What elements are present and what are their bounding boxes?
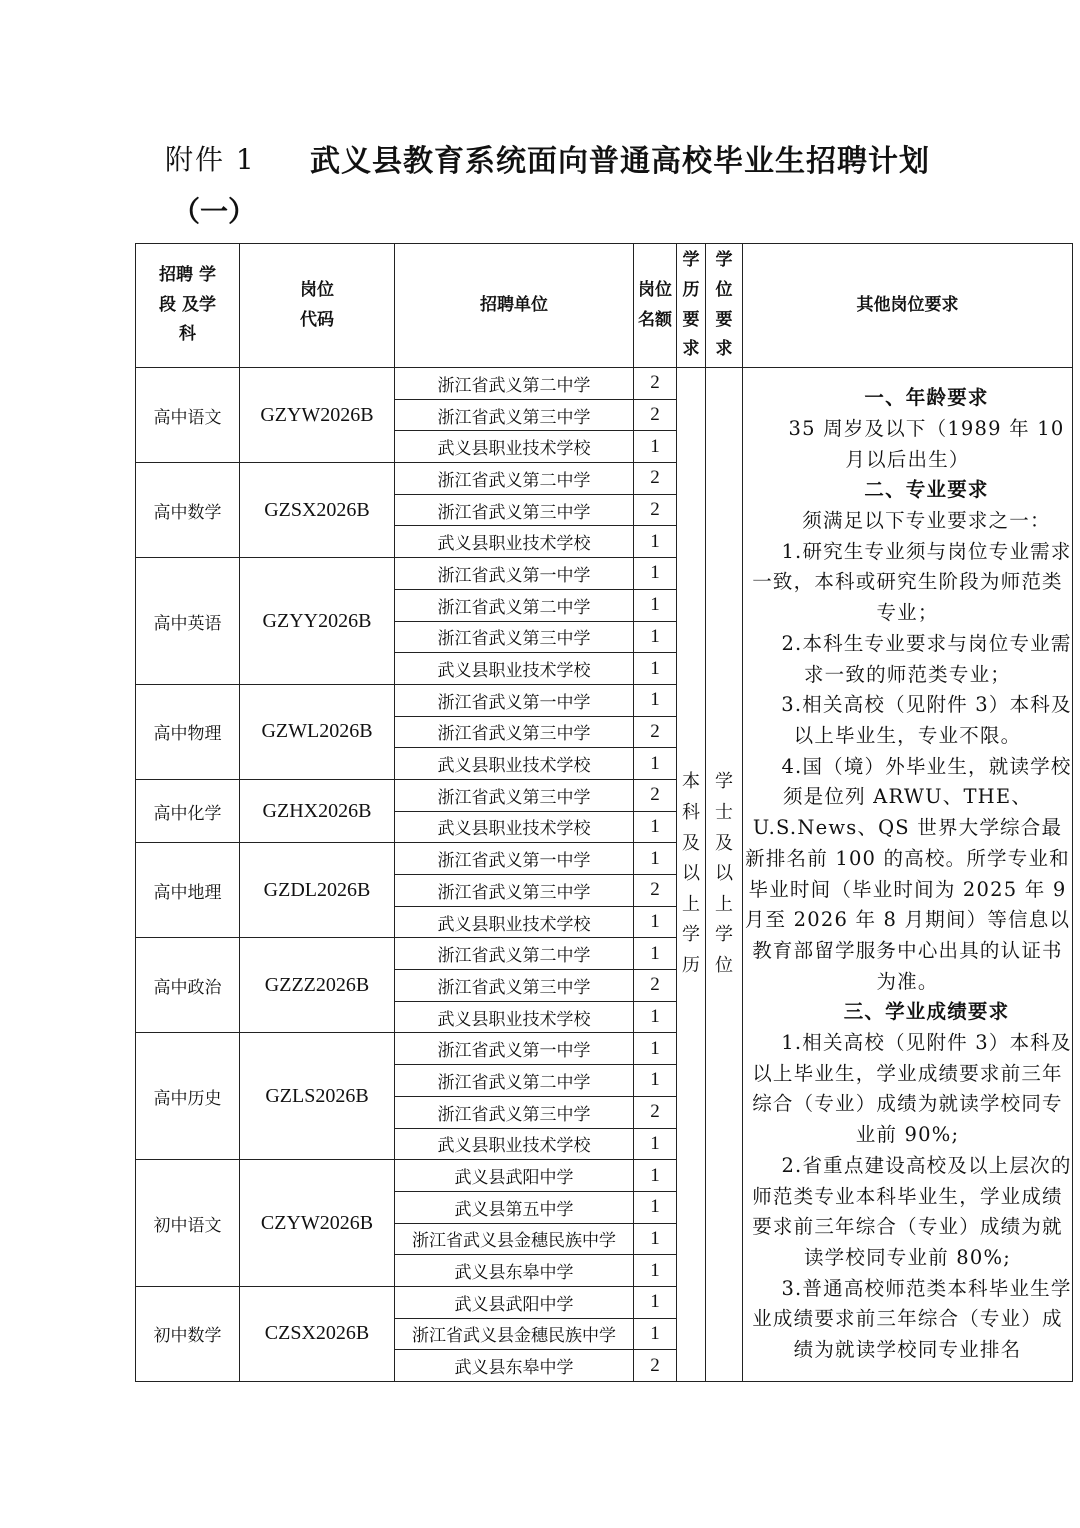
table-header-row <box>136 244 1073 368</box>
subject-cell: 高中历史 <box>136 1033 240 1160</box>
quota-cell: 2 <box>634 463 677 495</box>
unit-cell: 武义县东皋中学 <box>395 1255 634 1287</box>
unit-cell: 武义县职业技术学校 <box>395 526 634 558</box>
requirement-heading: 二、专业要求 <box>864 478 989 502</box>
position-code-cell: GZWL2026B <box>240 684 395 779</box>
quota-cell: 1 <box>634 1318 677 1350</box>
unit-cell: 浙江省武义第三中学 <box>395 779 634 811</box>
unit-cell: 浙江省武义第一中学 <box>395 1033 634 1065</box>
quota-cell: 2 <box>634 494 677 526</box>
quota-cell: 1 <box>634 1286 677 1318</box>
header-degree: 学位要求 <box>706 244 743 368</box>
header-quota: 岗位名额 <box>634 244 677 368</box>
quota-cell: 2 <box>634 779 677 811</box>
subject-cell: 高中政治 <box>136 938 240 1033</box>
requirement-paragraph: 须满足以下专业要求之一： <box>802 509 1051 533</box>
unit-cell: 浙江省武义第二中学 <box>395 938 634 970</box>
position-code-cell: GZSX2026B <box>240 463 395 558</box>
unit-cell: 武义县职业技术学校 <box>395 1001 634 1033</box>
unit-cell: 浙江省武义县金穗民族中学 <box>395 1318 634 1350</box>
header-subject: 招聘 学段 及学科 <box>136 244 240 368</box>
unit-cell: 浙江省武义第一中学 <box>395 684 634 716</box>
unit-cell: 浙江省武义第三中学 <box>395 494 634 526</box>
position-code-cell: GZDL2026B <box>240 843 395 938</box>
table-body <box>136 368 1073 1382</box>
unit-cell: 浙江省武义第一中学 <box>395 558 634 590</box>
degree-requirement-cell: 学士及以上学位 <box>706 368 743 1382</box>
quota-cell: 2 <box>634 970 677 1002</box>
quota-cell: 2 <box>634 399 677 431</box>
quota-cell: 1 <box>634 431 677 463</box>
page-header <box>0 0 1080 240</box>
quota-cell: 2 <box>634 368 677 400</box>
unit-cell: 浙江省武义第三中学 <box>395 399 634 431</box>
quota-cell: 2 <box>634 875 677 907</box>
unit-cell: 浙江省武义第二中学 <box>395 463 634 495</box>
quota-cell: 1 <box>634 1001 677 1033</box>
quota-cell: 1 <box>634 811 677 843</box>
unit-cell: 浙江省武义第一中学 <box>395 843 634 875</box>
unit-cell: 浙江省武义第二中学 <box>395 1065 634 1097</box>
quota-cell: 1 <box>634 526 677 558</box>
quota-cell: 1 <box>634 1033 677 1065</box>
quota-cell: 2 <box>634 1350 677 1382</box>
requirement-paragraph: 2.本科生专业要求与岗位专业需求一致的师范类专业； <box>781 631 1072 686</box>
position-code-cell: GZHX2026B <box>240 779 395 842</box>
unit-cell: 武义县职业技术学校 <box>395 811 634 843</box>
quota-cell: 1 <box>634 1191 677 1223</box>
unit-cell: 武义县职业技术学校 <box>395 653 634 685</box>
subject-cell: 高中地理 <box>136 843 240 938</box>
quota-cell: 1 <box>634 1160 677 1192</box>
requirement-paragraph: 1.研究生专业须与岗位专业需求一致，本科或研究生阶段为师范类专业； <box>752 539 1072 625</box>
quota-cell: 1 <box>634 621 677 653</box>
quota-cell: 1 <box>634 653 677 685</box>
header-unit: 招聘单位 <box>395 244 634 368</box>
position-code-cell: GZYY2026B <box>240 558 395 685</box>
requirement-paragraph: 2.省重点建设高校及以上层次的师范类专业本科毕业生，学业成绩要求前三年综合（专业）成绩为就读学校同专业前 80%; <box>752 1153 1072 1269</box>
unit-cell: 武义县武阳中学 <box>395 1286 634 1318</box>
header-code: 岗位 代码 <box>240 244 395 368</box>
quota-cell: 1 <box>634 938 677 970</box>
unit-cell: 武义县职业技术学校 <box>395 1128 634 1160</box>
quota-cell: 1 <box>634 684 677 716</box>
subject-cell: 初中语文 <box>136 1160 240 1287</box>
unit-cell: 武义县职业技术学校 <box>395 431 634 463</box>
subject-cell: 高中语文 <box>136 368 240 463</box>
subject-cell: 高中物理 <box>136 684 240 779</box>
subject-cell: 高中化学 <box>136 779 240 842</box>
unit-cell: 浙江省武义第二中学 <box>395 589 634 621</box>
unit-cell: 武义县武阳中学 <box>395 1160 634 1192</box>
requirement-paragraph: 3.普通高校师范类本科毕业生学业成绩要求前三年综合（专业）成绩为就读学校同专业排名 <box>752 1276 1072 1362</box>
attachment-label: 附件 1 <box>165 143 256 176</box>
quota-cell: 1 <box>634 1065 677 1097</box>
quota-cell: 1 <box>634 558 677 590</box>
unit-cell: 浙江省武义第三中学 <box>395 1096 634 1128</box>
page-subtitle: （一） <box>172 195 257 228</box>
requirement-paragraph: 4.国（境）外毕业生，就读学校须是位列 ARWU、THE、U.S.News、QS 世界大学综合最新排名前 100 的高校。所学专业和毕业时间（毕业时间为 2025 年 9 月至 2026 年 8 月期间）等信息以教育部留学服务中心出具的认证书为准。 <box>744 754 1072 993</box>
position-code-cell: GZLS2026B <box>240 1033 395 1160</box>
quota-cell: 1 <box>634 843 677 875</box>
requirement-heading: 三、学业成绩要求 <box>843 1000 1010 1024</box>
quota-cell: 2 <box>634 1096 677 1128</box>
subject-cell: 高中数学 <box>136 463 240 558</box>
unit-cell: 浙江省武义第二中学 <box>395 368 634 400</box>
unit-cell: 武义县职业技术学校 <box>395 748 634 780</box>
other-requirements-cell <box>743 368 1073 1382</box>
unit-cell: 武义县职业技术学校 <box>395 906 634 938</box>
quota-cell: 1 <box>634 1128 677 1160</box>
position-code-cell: GZYW2026B <box>240 368 395 463</box>
requirement-paragraph: 1.相关高校（见附件 3）本科及以上毕业生，学业成绩要求前三年综合（专业）成绩为就读学校同专业前 90%; <box>752 1031 1072 1147</box>
position-code-cell: CZSX2026B <box>240 1286 395 1381</box>
unit-cell: 浙江省武义第三中学 <box>395 716 634 748</box>
unit-cell: 武义县东皋中学 <box>395 1350 634 1382</box>
quota-cell: 1 <box>634 748 677 780</box>
requirement-paragraph: 35 周岁及以下（1989 年 10 月以后出生） <box>788 416 1065 471</box>
unit-cell: 浙江省武义第三中学 <box>395 621 634 653</box>
table-row <box>136 368 1073 400</box>
position-code-cell: GZZZ2026B <box>240 938 395 1033</box>
quota-cell: 2 <box>634 716 677 748</box>
subject-cell: 高中英语 <box>136 558 240 685</box>
education-requirement-cell: 本科及以上学历 <box>677 368 706 1382</box>
quota-cell: 1 <box>634 1255 677 1287</box>
unit-cell: 浙江省武义第三中学 <box>395 970 634 1002</box>
quota-cell: 1 <box>634 589 677 621</box>
recruitment-plan-table <box>135 243 1073 1382</box>
header-other: 其他岗位要求 <box>743 244 1073 368</box>
subject-cell: 初中数学 <box>136 1286 240 1381</box>
unit-cell: 浙江省武义县金穗民族中学 <box>395 1223 634 1255</box>
header-education: 学历要求 <box>677 244 706 368</box>
requirement-paragraph: 3.相关高校（见附件 3）本科及以上毕业生，专业不限。 <box>781 693 1072 747</box>
requirement-heading: 一、年龄要求 <box>864 386 989 410</box>
unit-cell: 浙江省武义第三中学 <box>395 875 634 907</box>
page-title: 武义县教育系统面向普通高校毕业生招聘计划 <box>310 144 930 179</box>
quota-cell: 1 <box>634 906 677 938</box>
position-code-cell: CZYW2026B <box>240 1160 395 1287</box>
unit-cell: 武义县第五中学 <box>395 1191 634 1223</box>
quota-cell: 1 <box>634 1223 677 1255</box>
